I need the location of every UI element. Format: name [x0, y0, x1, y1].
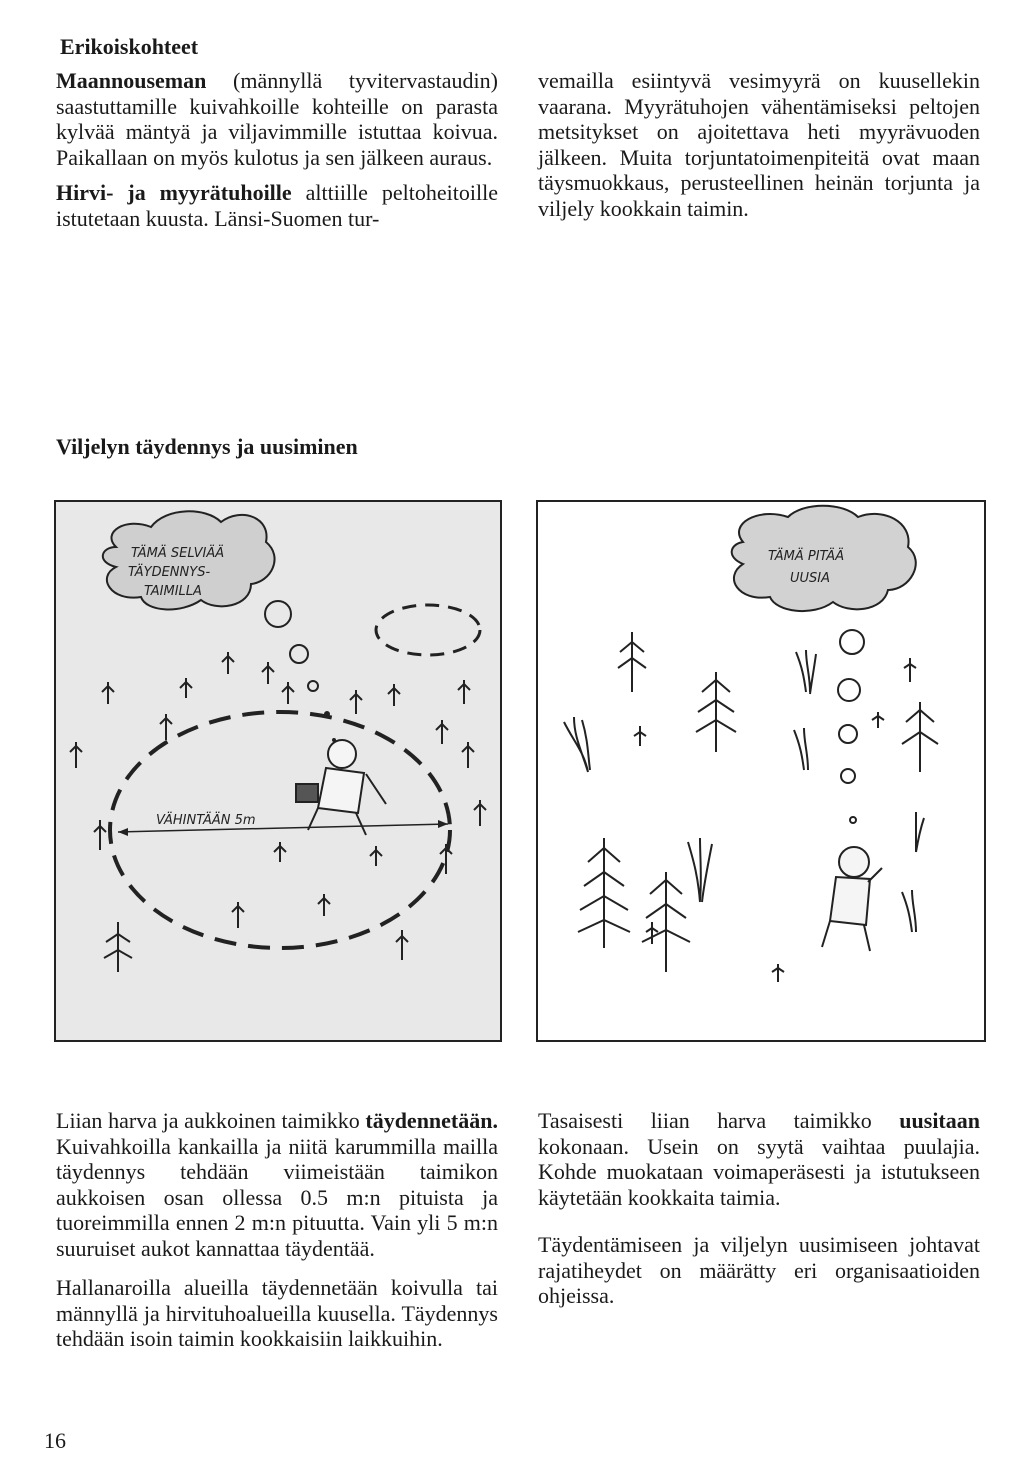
term-supplemented: täydennetään.: [365, 1108, 498, 1133]
thinking-figure: [822, 847, 882, 951]
cloud-line-3: TAIMILLA: [144, 584, 202, 599]
illustration-renewal: [536, 500, 986, 1042]
planter-figure: [296, 740, 386, 835]
supplementing-text-b: Kuivahkoilla kankailla ja niitä karummilla mailla täydennys tehdään viimeistään taimikon aukkoisen osan ollessa 0.5 m:n pituista ja tuoreimmilla ennen 2 m:n pituutta. Vain yli 5 m:n suuruiset aukot kannattaa täydentää.: [56, 1133, 498, 1261]
measure-label: VÄHINTÄÄN 5m: [156, 813, 256, 828]
left-column-top: [56, 68, 498, 231]
renewal-text-a: Tasaisesti liian harva taimikko: [538, 1108, 900, 1133]
page-number: 16: [44, 1428, 66, 1453]
right-column-top: [538, 68, 980, 221]
seedlings-left: [70, 652, 486, 972]
section-heading-special-sites: Erikoiskohteet: [60, 34, 199, 59]
paragraph-root-rot-text: (männyllä tyvitervastaudin) saastuttamille kuivahkoille kohteille on parasta kylvää mäntyä ja viljavimmille istuttaa koivua. Paikallaan on myös kulotus ja sen jälkeen auraus.: [56, 68, 498, 170]
term-renewed: uusitaan: [899, 1108, 980, 1133]
paragraph-renewal: [538, 1108, 980, 1210]
trees-right: [564, 632, 938, 982]
paragraph-supplementing: [56, 1108, 498, 1261]
paragraph-frost-areas: Hallanaroilla alueilla täydennetään koivulla tai männyllä ja hirvituhoalueilla kuusella. Täydennys tehdään isoin taimin kookkaisiin laikkuihin.: [56, 1275, 498, 1351]
paragraph-moose-vole: [56, 180, 498, 231]
cloud-line-2: TÄYDENNYS-: [128, 565, 211, 580]
large-gap-outline: [110, 712, 450, 948]
term-moose-vole: Hirvi- ja myyrätuhoille: [56, 180, 292, 205]
renewal-text-b: kokonaan. Usein on syytä vaihtaa puulajia. Kohde muokataan voimaperäsesti ja istutukseen käytetään kookkaita taimia.: [538, 1133, 980, 1210]
right-column-bottom: [538, 1108, 980, 1309]
term-root-rot: Maannouseman: [56, 68, 207, 93]
supplementing-text-a: Liian harva ja aukkoinen taimikko: [56, 1108, 366, 1133]
paragraph-limits: Täydentämiseen ja viljelyn uusimiseen johtavat rajatiheydet on määrätty eri organisaatioiden ohjeissa.: [538, 1232, 980, 1308]
paragraph-root-rot: [56, 68, 498, 170]
renewal-drawing: [538, 502, 984, 1040]
paragraph-vole-continued: vemailla esiintyvä vesimyyrä on kuusellekin vaarana. Myyrätuhojen vähentämiseksi peltojen metsitykset on ajoitettava heti myyrävuoden jälkeen. Muita torjuntatoimenpiteitä ovat maan täysmuokkaus, perusteellinen heinän torjunta ja viljely kookkain taimin.: [538, 68, 980, 221]
section-heading-regeneration: Viljelyn täydennys ja uusiminen: [56, 434, 358, 459]
illustration-supplement: [54, 500, 502, 1042]
small-gap-outline: [376, 605, 480, 655]
paragraph-moose-vole-text: alttiille peltoheitoille istutetaan kuusta. Länsi-Suomen tur-: [56, 180, 498, 231]
supplement-drawing: [56, 502, 500, 1040]
cloud-line-1-right: TÄMÄ PITÄÄ: [768, 549, 845, 564]
left-column-bottom: [56, 1108, 498, 1352]
cloud-line-2-right: UUSIA: [790, 571, 831, 586]
cloud-line-1: TÄMÄ SELVIÄÄ: [131, 546, 225, 561]
